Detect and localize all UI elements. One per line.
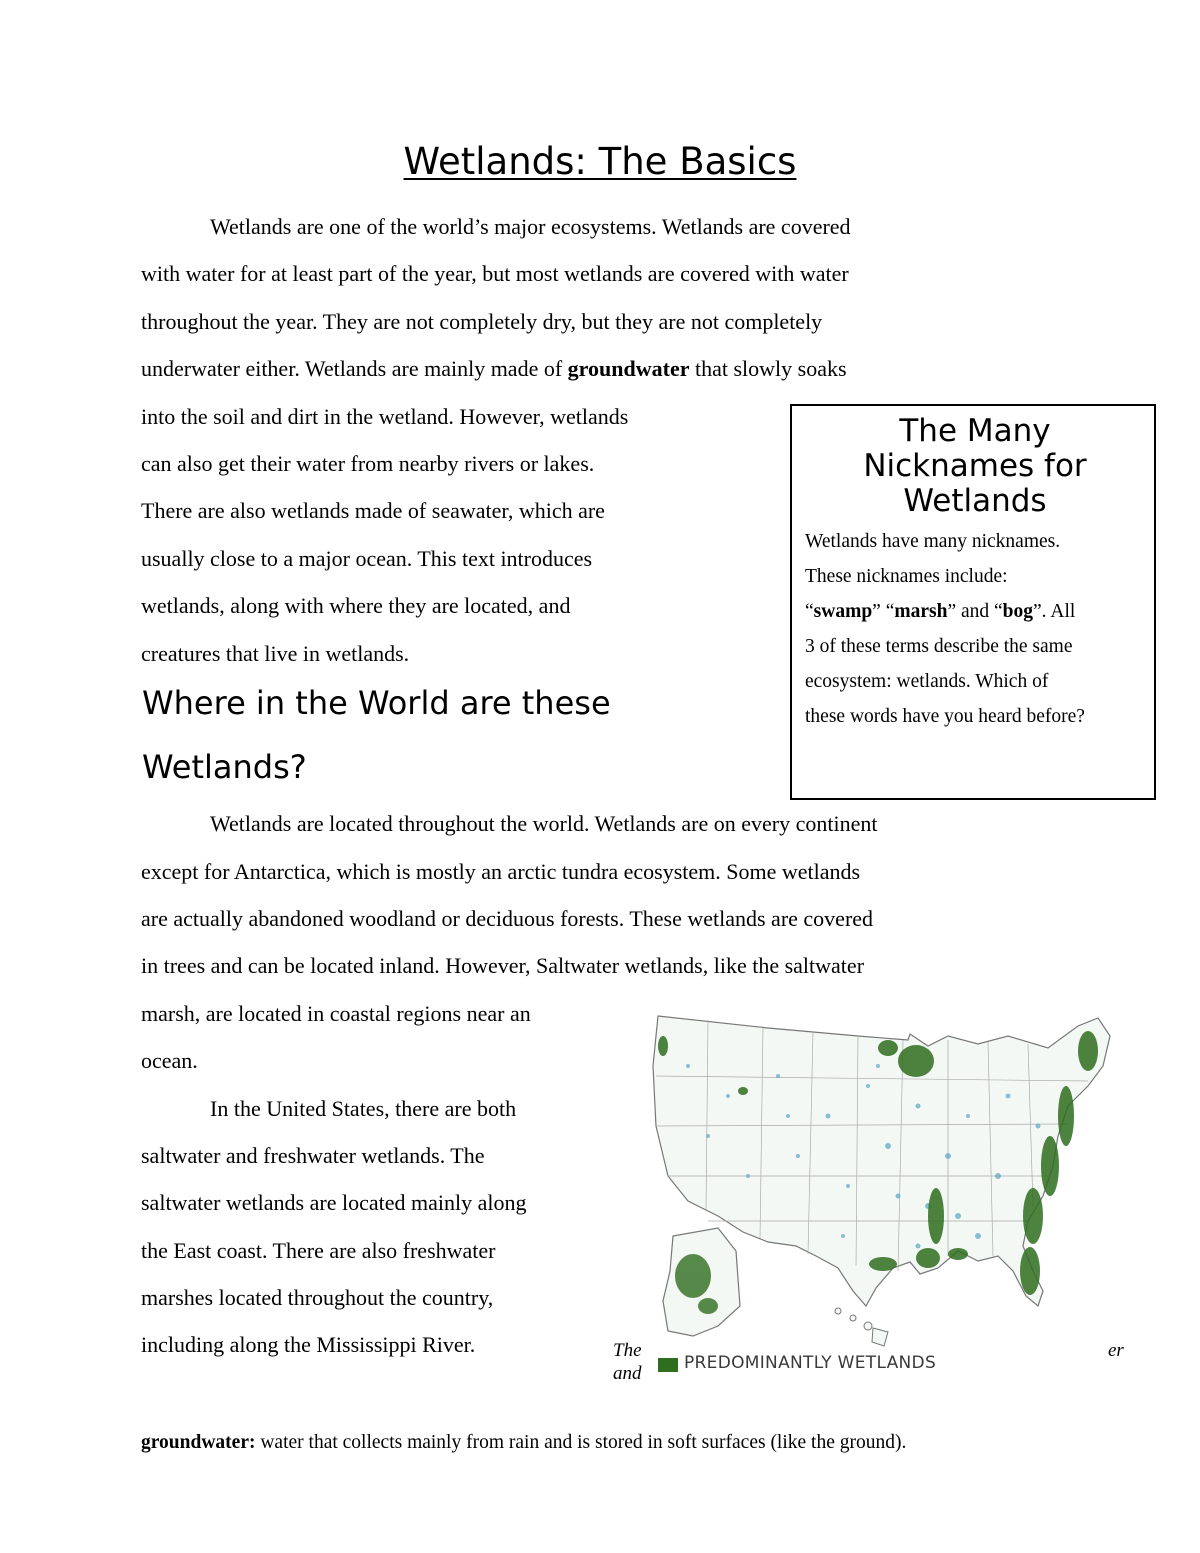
nicknames-sidebar (790, 404, 1156, 800)
quote-mark: “ (805, 601, 814, 622)
hawaii-island (872, 1328, 888, 1346)
intro-line-4-start: underwater either. Wetlands are mainly made of (141, 356, 568, 381)
sidebar-line-6: these words have you heard before? (805, 706, 1085, 727)
section-heading-line-1: Where in the World are these (142, 684, 611, 722)
sidebar-line-1: Wetlands have many nicknames. (805, 531, 1061, 552)
hawaii-island (850, 1315, 856, 1321)
intro-line-6: can also get their water from nearby rivers or lakes. (141, 451, 595, 476)
sidebar-line-3 (805, 600, 1075, 624)
nickname-swamp: swamp (813, 601, 873, 622)
groundwater-term: groundwater (567, 356, 690, 381)
sidebar-title-line-1: The Many (899, 413, 1051, 449)
map-caption-right: er (1108, 1340, 1124, 1361)
legend-swatch (658, 1358, 678, 1372)
hawaii-island (835, 1308, 841, 1314)
us-line-6: including along the Mississippi River. (141, 1332, 476, 1357)
quote-mark: ” and “ (947, 601, 1003, 622)
footnote-term: groundwater: (141, 1432, 256, 1453)
intro-line-4-end: that slowly soaks (689, 356, 847, 381)
section-heading-line-2: Wetlands? (142, 748, 307, 786)
sidebar-title-line-3: Wetlands (903, 483, 1047, 519)
sidebar-line-2: These nicknames include: (805, 566, 1008, 587)
nickname-marsh: marsh (894, 601, 948, 622)
location-line-5: marsh, are located in coastal regions near an (141, 1001, 531, 1026)
page-title: Wetlands: The Basics (403, 140, 797, 183)
sidebar-line-5: ecosystem: wetlands. Which of (805, 671, 1049, 692)
sidebar-title-line-2: Nicknames for (863, 448, 1087, 484)
intro-line-2: with water for at least part of the year, but most wetlands are covered with water (141, 261, 849, 286)
intro-line-8: usually close to a major ocean. This text introduces (141, 546, 593, 571)
sidebar-line-4: 3 of these terms describe the same (805, 636, 1073, 657)
us-line-5: marshes located throughout the country, (141, 1285, 494, 1310)
sidebar-title (792, 414, 1158, 519)
location-line-1: Wetlands are located throughout the world. Wetlands are on every continent (210, 811, 878, 836)
location-line-6: ocean. (141, 1048, 198, 1073)
intro-line-10: creatures that live in wetlands. (141, 641, 410, 666)
location-line-3: are actually abandoned woodland or deciduous forests. These wetlands are covered (141, 906, 874, 931)
nickname-bog: bog (1002, 601, 1034, 622)
quote-mark: ”. All (1033, 601, 1076, 622)
location-line-2: except for Antarctica, which is mostly an arctic tundra ecosystem. Some wetlands (141, 859, 861, 884)
us-line-2: saltwater and freshwater wetlands. The (141, 1143, 485, 1168)
us-line-4: the East coast. There are also freshwater (141, 1238, 496, 1263)
legend-label: PREDOMINANTLY WETLANDS (684, 1353, 937, 1373)
intro-line-3: throughout the year. They are not completely dry, but they are not completely (141, 309, 823, 334)
us-line-3: saltwater wetlands are located mainly along (141, 1190, 527, 1215)
intro-line-4 (141, 354, 847, 384)
quote-mark: ” “ (872, 601, 895, 622)
intro-line-7: There are also wetlands made of seawater, which are (141, 498, 605, 523)
map-legend (654, 1353, 964, 1383)
location-line-4: in trees and can be located inland. However, Saltwater wetlands, like the saltwater (141, 953, 865, 978)
intro-line-9: wetlands, along with where they are located, and (141, 593, 571, 618)
map-caption-left-bottom: and (613, 1363, 642, 1384)
us-wetlands-map (648, 1006, 1118, 1391)
intro-line-5: into the soil and dirt in the wetland. However, wetlands (141, 404, 629, 429)
us-line-1: In the United States, there are both (210, 1096, 517, 1121)
footnote-definition: water that collects mainly from rain and is stored in soft surfaces (like the ground). (255, 1432, 907, 1453)
hawaii-island (864, 1322, 872, 1330)
map-caption-left-top: The (613, 1340, 642, 1361)
footnote (141, 1430, 1001, 1455)
intro-line-1: Wetlands are one of the world’s major ecosystems. Wetlands are covered (210, 214, 851, 239)
